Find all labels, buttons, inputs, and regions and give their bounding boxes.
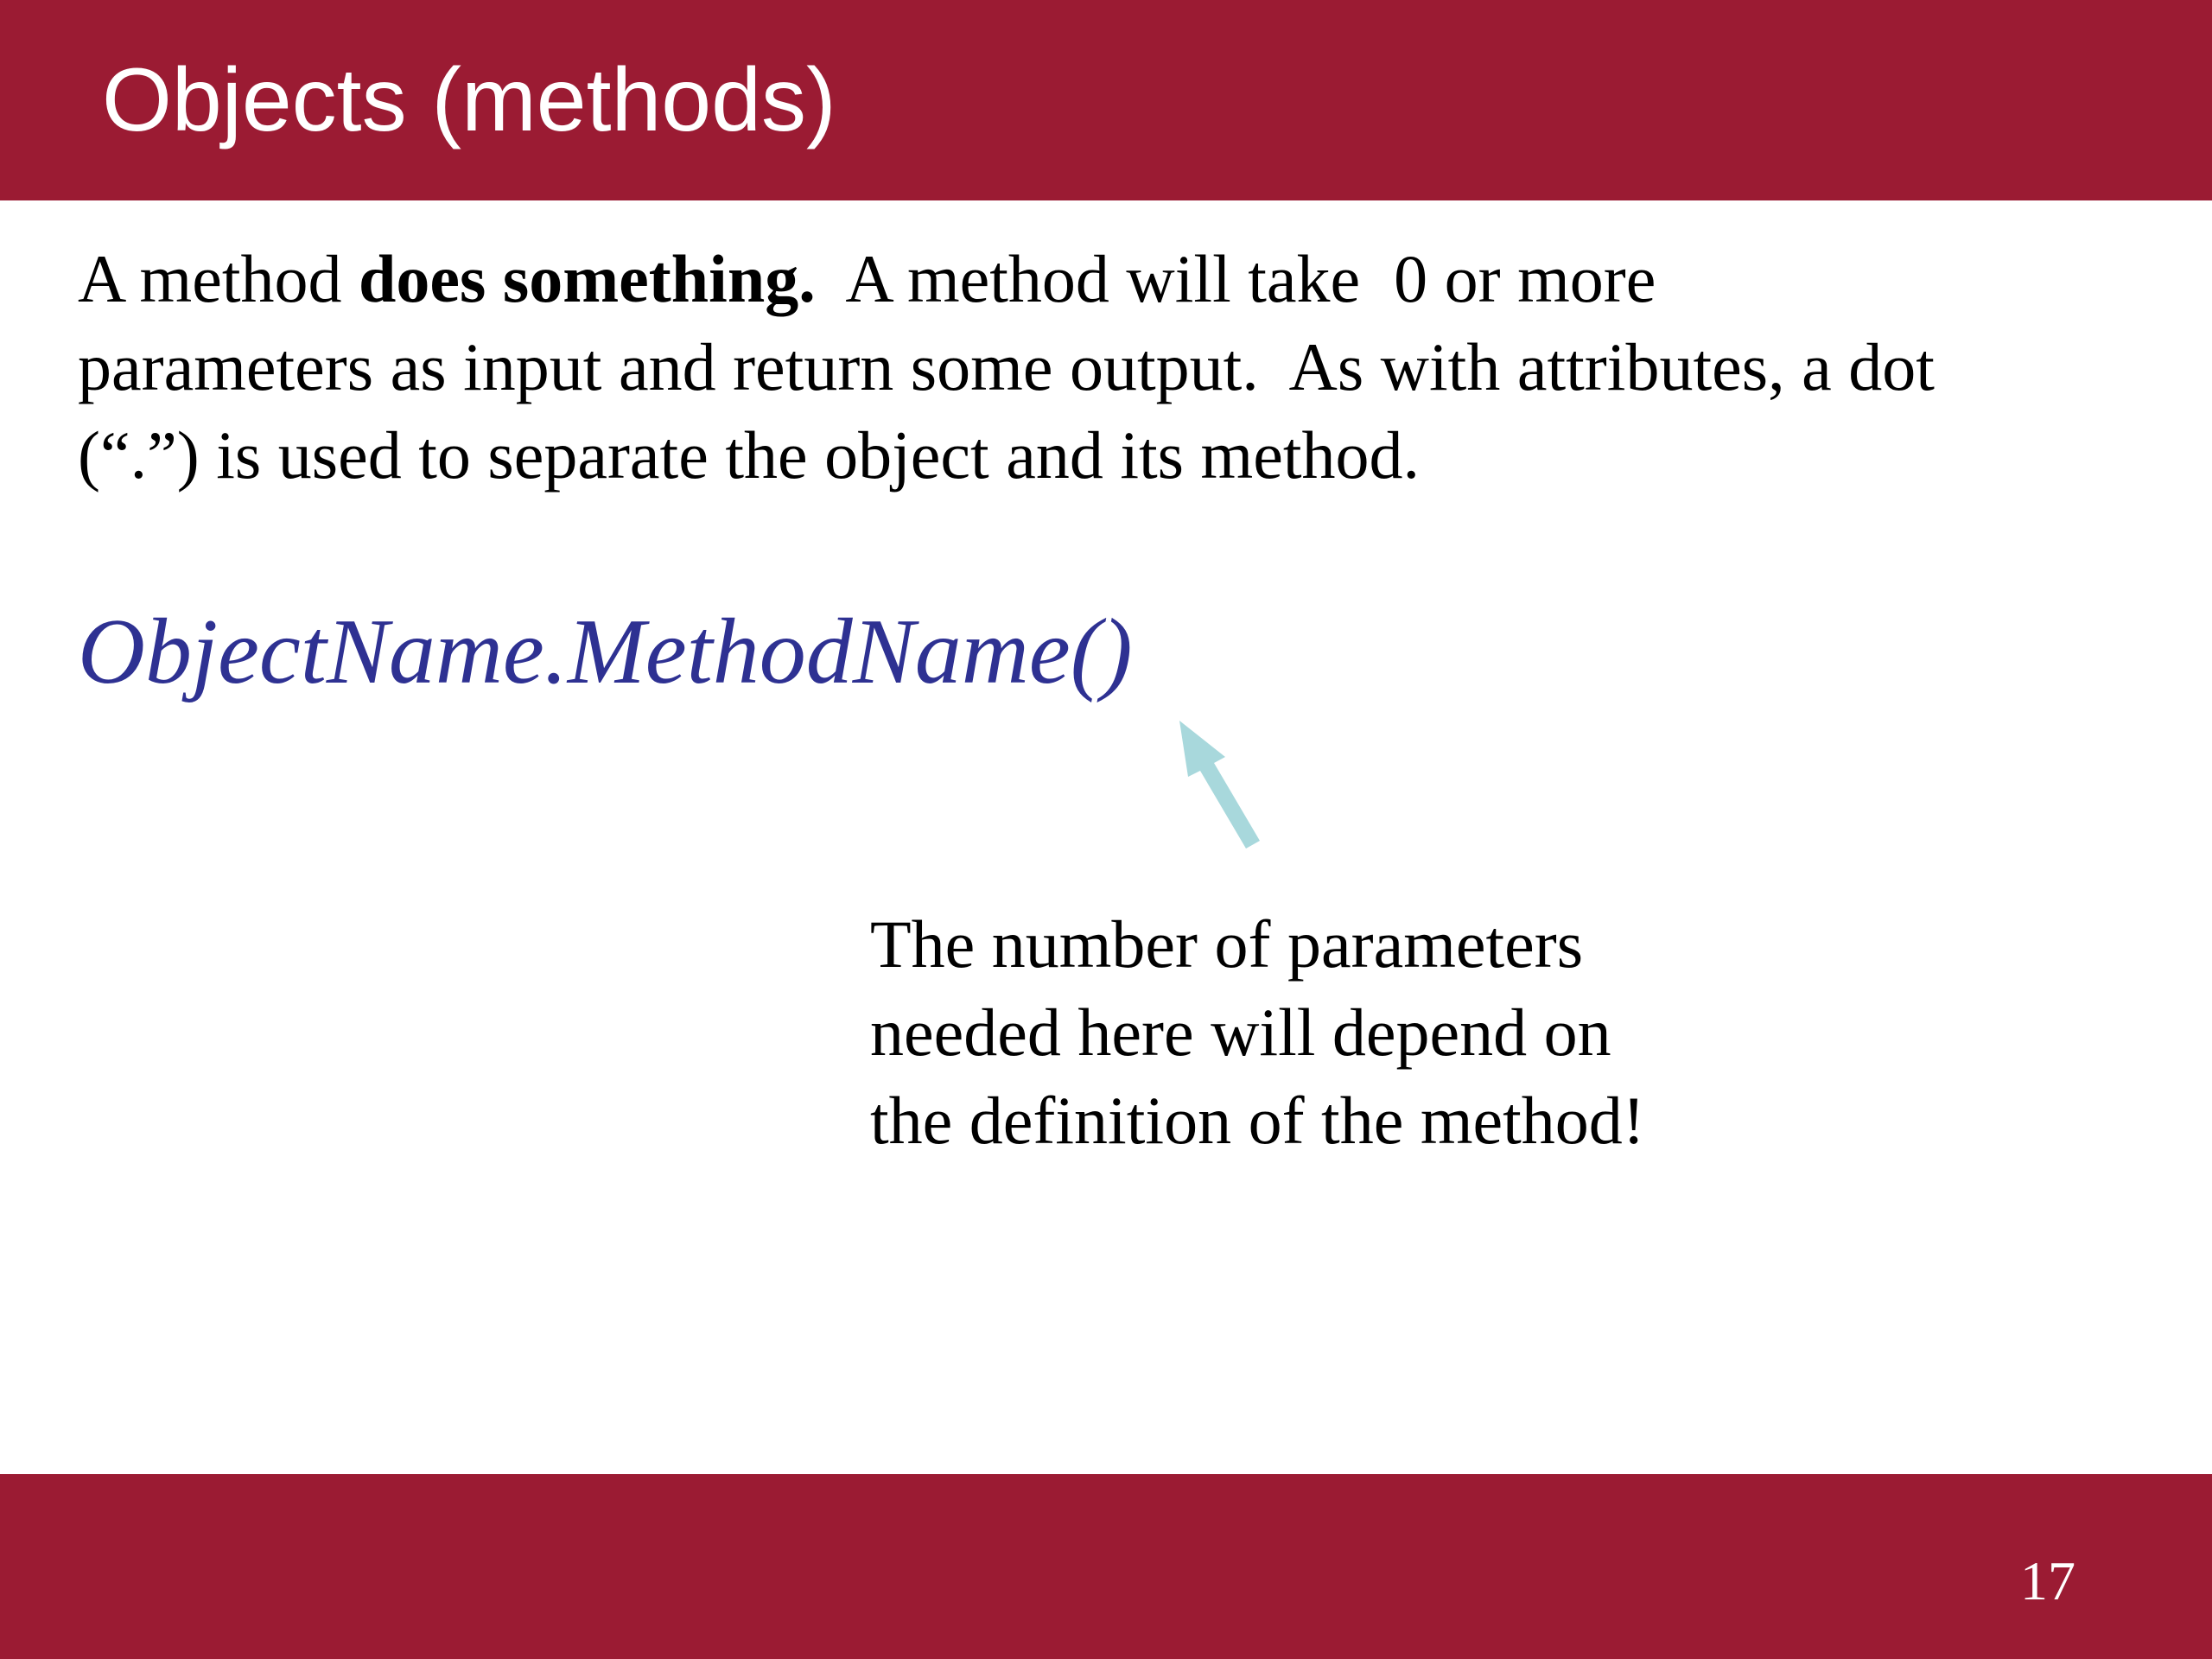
- footer-bar: [0, 1474, 2212, 1659]
- slide-title: Objects (methods): [102, 50, 836, 150]
- body-line-1-start: A method: [78, 241, 359, 316]
- method-syntax: ObjectName.MethodName(): [78, 601, 1133, 703]
- body-line-1: [78, 235, 2169, 323]
- body-emphasis: does something.: [359, 241, 816, 316]
- body-line-3: (“.”) is used to separate the object and its method.: [78, 417, 1420, 493]
- body-paragraph: [78, 235, 2169, 499]
- note-line-3: the definition of the method!: [870, 1083, 1645, 1158]
- arrow-up-left-icon: [1149, 709, 1287, 864]
- body-line-2: parameters as input and return some output. As with attributes, a dot: [78, 329, 1935, 404]
- note-line-2: needed here will depend on: [870, 995, 1611, 1070]
- header-bar: [0, 0, 2212, 200]
- page-number: 17: [2020, 1550, 2075, 1611]
- parameter-note: [870, 900, 1645, 1165]
- note-line-1: The number of parameters: [870, 906, 1584, 982]
- body-line-1-end: A method will take 0 or more: [815, 241, 1656, 316]
- arrow-shape: [1179, 721, 1260, 849]
